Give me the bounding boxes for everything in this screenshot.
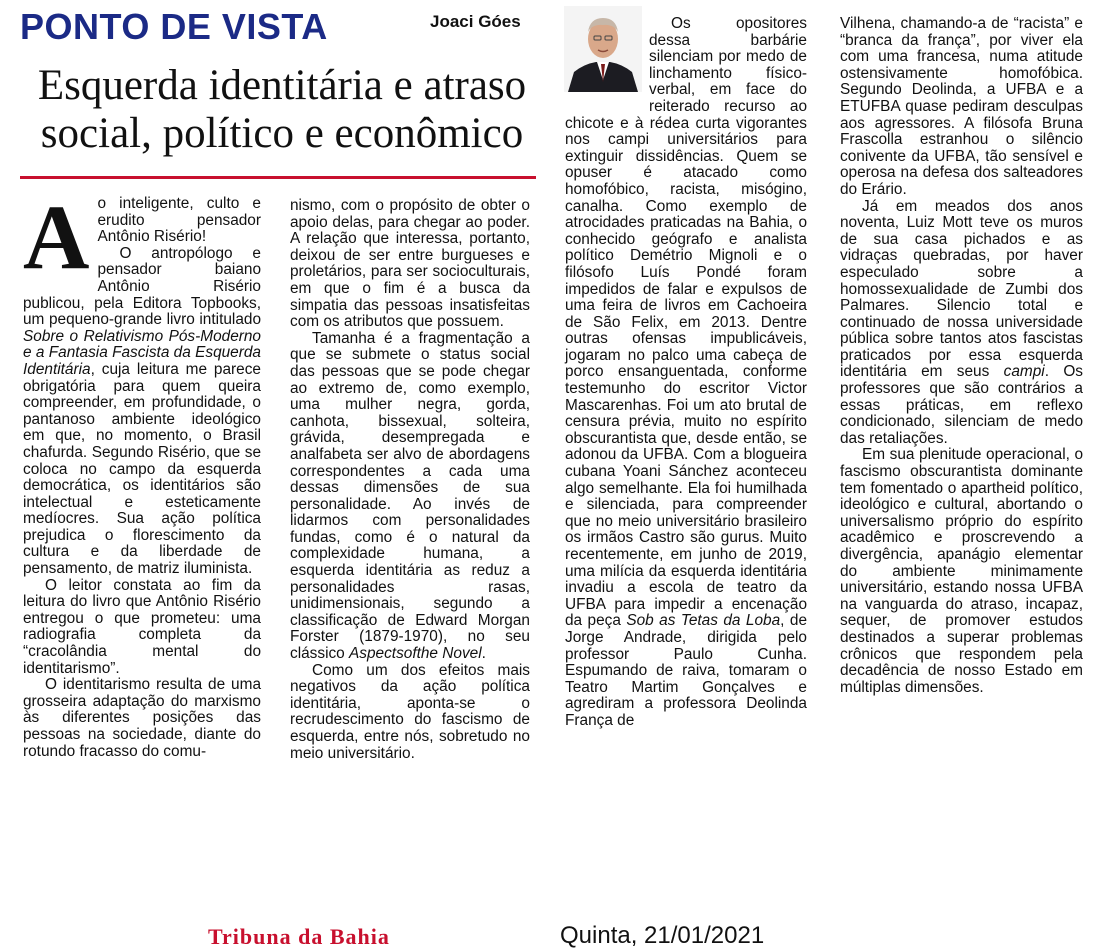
paragraph-8: Os opositores dessa barbárie silenciam por medo de linchamento físico-verbal, em face do reiterado recurso ao chicote e à rédea curta vigorantes nos campi universitários para extinguir dissidências. Quem se opuser é atacado como homofóbico, racista, misógino, canalha. Como exemplo de atrocidades praticadas na Bahia, o conhecido geógrafo e analista político Demétrio Mignoli e o filósofo Luís Pondé foram impedidos de falar e expulsos de uma feira de livros em Cachoeira de São Felix, em 2013. Dentre outras ofensas impublicáveis, jogaram no palco uma cabeça de porco ensanguentada, conforme testemunho do escritor Victor Mascarenhas. Foi um ato brutal de censura prévia, muito no espírito obscurantista que, desde então, se adonou da UFBA. Com a blogueira cubana Yoani Sánchez aconteceu algo semelhante. Ela foi humilhada e silenciada, para compreender que no meio universitário brasileiro os irmãos Castro são gurus. Muito recentemente, em junho de 2019, uma milícia da esquerda identitária invadiu a escola de teatro da UFBA para impedir a encenação da peça Sob as Tetas da Loba, de Jorge Andrade, dirigida pelo professor Paulo Cunha. Espumando de raiva, tomaram o Teatro Martim Gonçalves e agrediram a professora Deolinda França de (565, 15, 807, 729)
headline-rule (20, 176, 536, 179)
paragraph-6: Tamanha é a fragmentação a que se submete o status social das pessoas que se pode chegar ao extremo de, como exemplo, uma mulher negra, gorda, canhota, bissexual, solteira, grávida, desempregada e analfabeta ser alvo de abordagens correspondentes a cada uma dessas dimensões de sua personalidade. Ao invés de lidarmos com personalidades fundas, como é o natural da complexidade humana, a esquerda identitária as reduz a personalidades rasas, unidimensionais, segundo a classificação de Edward Morgan Forster (1879-1970), no seu clássico Aspectsofthe Novel. (290, 329, 530, 663)
article-column-3 (565, 16, 807, 730)
section-label: PONTO DE VISTA (20, 6, 328, 47)
paragraph-1: o inteligente, culto e erudito pensador Antônio Risério! (97, 195, 261, 246)
newspaper-name: Tribuna da Bahia (208, 924, 390, 949)
book-title-2: Aspectsofthe Novel (349, 645, 482, 663)
paragraph-11: Em sua plenitude operacional, o fascismo obscurantista dominante tem fomentado o apartheid político, ideológico e cultural, abortando o universalismo próprio do espírito acadêmico e proscrevendo a divergência, apanágio elementar do ambiente minimamente universitário, estando nossa UFBA na vanguarda do atraso, incapaz, sequer, de promover estudos destinados a superar problemas crônicos que respondem pela decadência de nosso Estado em múltiplas dimensões. (840, 446, 1083, 696)
paragraph-2: O antropólogo e pensador baiano Antônio Risério publicou, pela Editora Topbooks, um pequeno-grande livro intitulado Sobre o Relativismo Pós-Moderno e a Fantasia Fascista da Esquerda Identitária, cuja leitura me parece obrigatória para quem queira compreender, em profundidade, o pantanoso ambiente ideológico em que, no momento, o Brasil chafurda. Segundo Risério, que se coloca no campo da esquerda democrática, os identitários são intelectual e esteticamente medíocres. Sua ação política prejudica o florescimento da cultura e da liberdade de pensamento, de matriz iluminista. (23, 244, 261, 578)
campi-word: campi (1003, 363, 1045, 381)
play-title: Sob as Tetas da Loba (626, 612, 781, 630)
article-column-1 (23, 186, 261, 760)
paragraph-4: O identitarismo resulta de uma grosseira adaptação do marxismo às diferentes posições das pessoas na sociedade, diante do rotundo fracasso do comu- (23, 676, 261, 760)
book-title: Sobre o Relativismo Pós-Moderno e a Fantasia Fascista da Esquerda Identitária (23, 327, 261, 378)
paragraph-5: nismo, com o propósito de obter o apoio delas, para chegar ao poder. A relação que interessa, portanto, deixou de ser entre burgueses e proletários, para ser socioculturais, em que o fim é a busca da simpatia das pessoas insatisfeitas com os atributos que possuem. (290, 197, 530, 331)
drop-cap: A (23, 186, 90, 288)
paragraph-10: Já em meados dos anos noventa, Luiz Mott teve os muros de sua casa pichados e as vidraças quebradas, por haver especulado sobre a homossexualidade de Zumbi dos Palmares. Silencio total e continuado de nossa universidade pública sobre tantos atos fascistas praticados por essa esquerda identitária em seus campi. Os professores que são contrários a essas práticas, em reflexo condicionado, silenciam de medo das retaliações. (840, 197, 1084, 447)
article-column-4 (840, 16, 1083, 696)
paragraph-9: Vilhena, chamando-a de “racista” e “branca da frança”, por viver ela com uma francesa, numa atitude ostensivamente homofóbica. Segundo Deolinda, a UFBA e a ETUFBA quase pediram desculpas aos agressores. A filósofa Bruna Frascolla estranhou o silêncio conivente da UFBA, tão sensível e operosa na defesa dos salteadores do Erário. (840, 15, 1083, 198)
paragraph-3: O leitor constata ao fim da leitura do livro que Antônio Risério entregou o que prometeu: uma radiografia completa da “cracolândia mental do identitarismo”. (23, 576, 261, 677)
article-column-2 (290, 198, 530, 762)
headline-line-2: social, político e econômico (40, 110, 524, 157)
headline-line-1: Esquerda identitária e atraso (37, 62, 527, 109)
paragraph-7: Como um dos efeitos mais negativos da ação política identitária, aponta-se o recrudescimento do fascismo de esquerda, entre nós, sobretudo no meio universitário. (290, 661, 530, 762)
publication-date: Quinta, 21/01/2021 (560, 922, 765, 949)
author-name: Joaci Góes (430, 12, 521, 31)
headline (22, 62, 542, 158)
